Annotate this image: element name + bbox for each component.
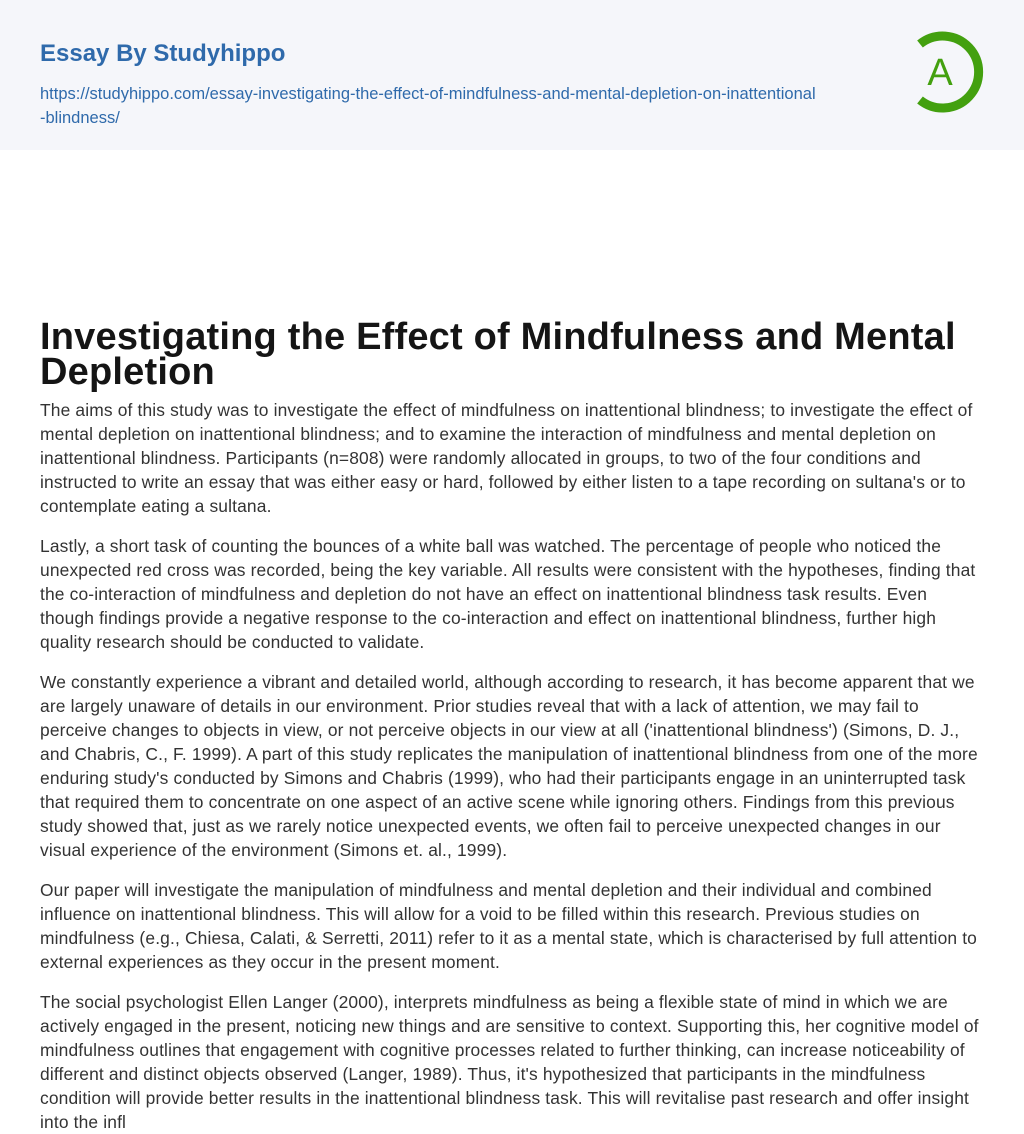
article xyxy=(0,150,1024,1134)
article-paragraph: Lastly, a short task of counting the bounces of a white ball was watched. The percentage of people who noticed the unexpected red cross was recorded, being the key variable. All results were consistent with the hypotheses, finding that the co-interaction of mindfulness and depletion do not have an effect on inattentional blindness task results. Even though findings provide a negative response to the co-interaction and effect on inattentional blindness, further high quality research should be conducted to validate. xyxy=(40,536,976,652)
article-paragraph: The aims of this study was to investigate the effect of mindfulness on inattentional blindness; to investigate the effect of mental depletion on inattentional blindness; and to examine the interaction of mindfulness and mental depletion on inattentional blindness. Participants (n=808) were randomly allocated in groups, to two of the four conditions and instructed to write an essay that was either easy or hard, followed by either listen to a tape recording on sultana's or to contemplate eating a sultana. xyxy=(40,400,973,516)
site-header xyxy=(0,0,1024,150)
logo-letter: A xyxy=(927,52,953,94)
article-paragraph: The social psychologist Ellen Langer (2000), interprets mindfulness as being a flexible state of mind in which we are actively engaged in the present, noticing new things and are sensitive to context. Supporting this, her cognitive model of mindfulness outlines that engagement with cognitive processes related to further thinking, can increase noticeability of different and distinct objects observed (Langer, 1989). Thus, it's hypothesized that participants in the mindfulness condition will provide better results in the inattentional blindness task. This will revitalise past research and offer insight into the infl xyxy=(40,992,979,1132)
brand-title: Essay By Studyhippo xyxy=(40,40,286,67)
article-title: Investigating the Effect of Mindfulness and Mental Depletion xyxy=(40,316,956,393)
essay-url-link[interactable]: https://studyhippo.com/essay-investigating-the-effect-of-mindfulness-and-mental-depletion-on-inattentional-blindness/ xyxy=(40,85,816,127)
article-paragraph: Our paper will investigate the manipulation of mindfulness and mental depletion and their individual and combined influence on inattentional blindness. This will allow for a void to be filled within this research. Previous studies on mindfulness (e.g., Chiesa, Calati, & Serretti, 2011) refer to it as a mental state, which is characterised by full attention to external experiences as they occur in the present moment. xyxy=(40,880,977,972)
article-paragraph: We constantly experience a vibrant and detailed world, although according to research, it has become apparent that we are largely unaware of details in our environment. Prior studies reveal that with a lack of attention, we may fail to perceive changes to objects in view, or not perceive objects in our view at all ('inattentional blindness') (Simons, D. J., and Chabris, C., F. 1999). A part of this study replicates the manipulation of inattentional blindness from one of the more enduring study's conducted by Simons and Chabris (1999), who had their participants engage in an uninterrupted task that required them to concentrate on one aspect of an active scene while ignoring others. Findings from this previous study showed that, just as we rarely notice unexpected events, we often fail to perceive unexpected changes in our visual experience of the environment (Simons et. al., 1999). xyxy=(40,672,978,860)
studyhippo-logo-icon[interactable] xyxy=(910,28,986,116)
